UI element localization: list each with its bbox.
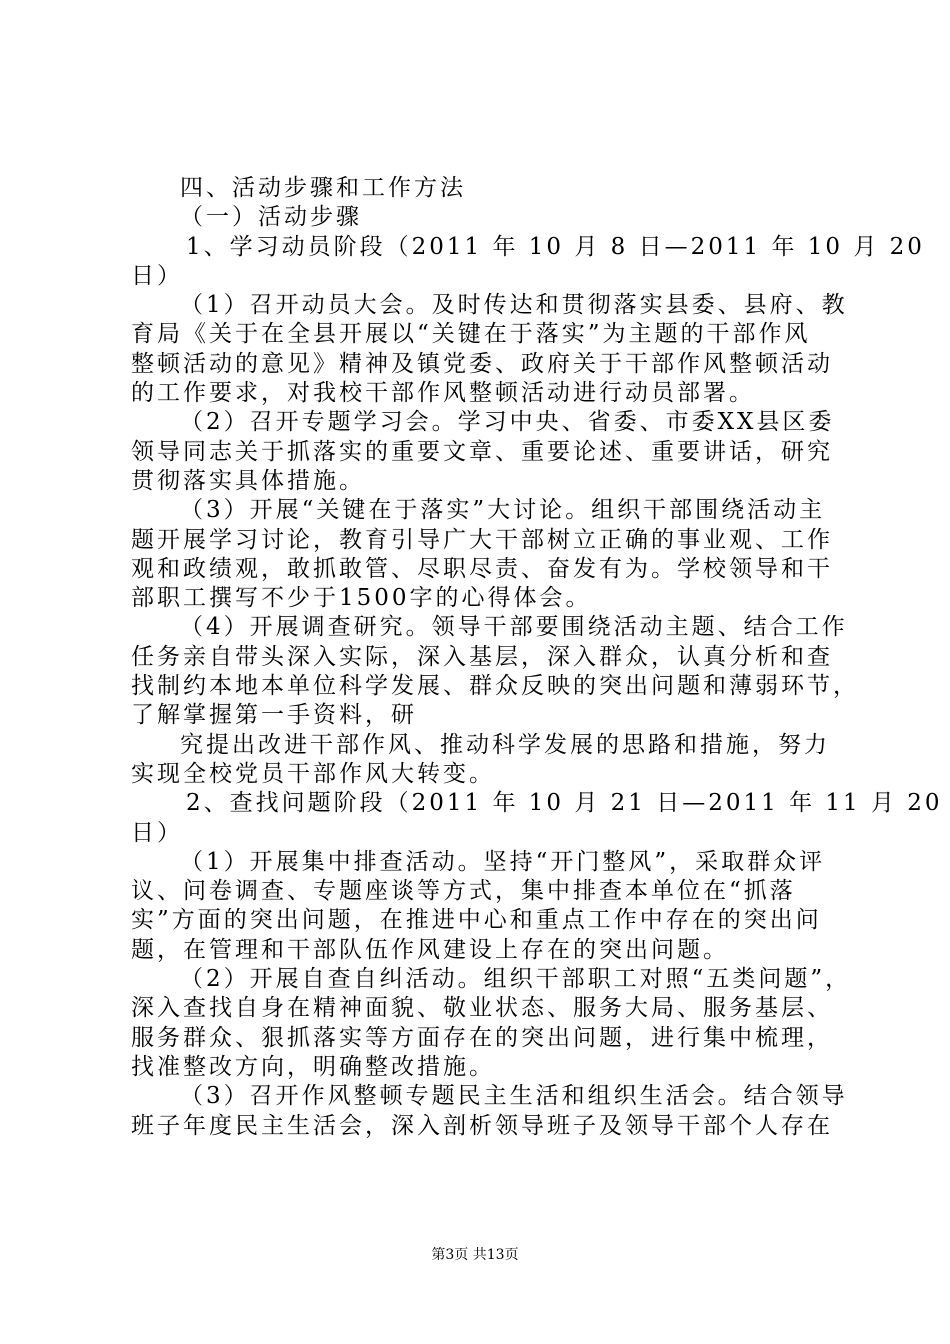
text-line: 实现全校党员干部作风大转变。 <box>131 760 495 787</box>
text-line: 服务群众、狠抓落实等方面存在的突出问题，进行集中梳理， <box>131 1024 833 1051</box>
text-line: （1）召开动员大会。及时传达和贯彻落实县委、县府、教 <box>180 292 848 319</box>
text-line: 班子年度民主生活会，深入剖析领导班子及领导干部个人存在 <box>131 1112 833 1139</box>
text-line: 题开展学习讨论，教育引导广大干部树立正确的事业观、工作 <box>131 526 833 553</box>
text-line: 整顿活动的意见》精神及镇党委、政府关于干部作风整顿活动 <box>131 350 833 377</box>
text-line: 任务亲自带头深入实际，深入基层，深入群众，认真分析和查 <box>131 643 833 670</box>
text-line: 领导同志关于抓落实的重要文章、重要论述、重要讲话，研究 <box>131 438 833 465</box>
text-line: 部职工撰写不少于1500字的心得体会。 <box>131 585 592 612</box>
text-line: 了解掌握第一手资料，研 <box>131 702 417 729</box>
text-line: 的工作要求，对我校干部作风整顿活动进行动员部署。 <box>131 380 755 407</box>
text-line: 2、查找问题阶段（2011 年 10 月 21 日—2011 年 11 月 20 <box>186 790 943 817</box>
text-line: （2）召开专题学习会。学习中央、省委、市委XX县区委 <box>180 409 835 436</box>
page-footer: 第3页 共13页 <box>431 1247 519 1263</box>
text-line: 日） <box>131 819 183 846</box>
text-line: 深入查找自身在精神面貌、敬业状态、服务大局、服务基层、 <box>131 995 833 1022</box>
document-body <box>131 174 943 1141</box>
text-line: 日） <box>131 262 183 289</box>
text-line: （1）开展集中排查活动。坚持“开门整风”，采取群众评 <box>180 848 826 875</box>
text-line: 议、问卷调查、专题座谈等方式，集中排查本单位在“抓落 <box>131 878 796 905</box>
text-line: 1、学习动员阶段（2011 年 10 月 8 日—2011 年 10 月 20 <box>186 233 925 260</box>
text-line: （4）开展调查研究。领导干部要围绕活动主题、结合工作 <box>180 614 848 641</box>
text-line: 找制约本地本单位科学发展、群众反映的突出问题和薄弱环节， <box>131 673 859 700</box>
text-line: 实”方面的突出问题，在推进中心和重点工作中存在的突出问 <box>131 907 822 934</box>
text-line: （2）开展自查自纠活动。组织干部职工对照“五类问题”， <box>180 966 852 993</box>
text-line: 观和政绩观，敢抓敢管、尽职尽责、奋发有为。学校领导和干 <box>131 555 833 582</box>
text-line: （3）召开作风整顿专题民主生活和组织生活会。结合领导 <box>180 1083 848 1110</box>
text-line: （一）活动步骤 <box>180 204 362 231</box>
text-line: 贯彻落实具体措施。 <box>131 467 365 494</box>
text-line: 究提出改进干部作风、推动科学发展的思路和措施，努力 <box>180 731 830 758</box>
text-line: 题，在管理和干部队伍作风建设上存在的突出问题。 <box>131 936 729 963</box>
text-line: 找准整改方向，明确整改措施。 <box>131 1053 495 1080</box>
text-line: 四、活动步骤和工作方法 <box>180 175 466 201</box>
text-line: 育局《关于在全县开展以“关键在于落实”为主题的干部作风 <box>131 321 811 348</box>
text-line: （3）开展“关键在于落实”大讨论。组织干部围绕活动主 <box>180 497 826 524</box>
